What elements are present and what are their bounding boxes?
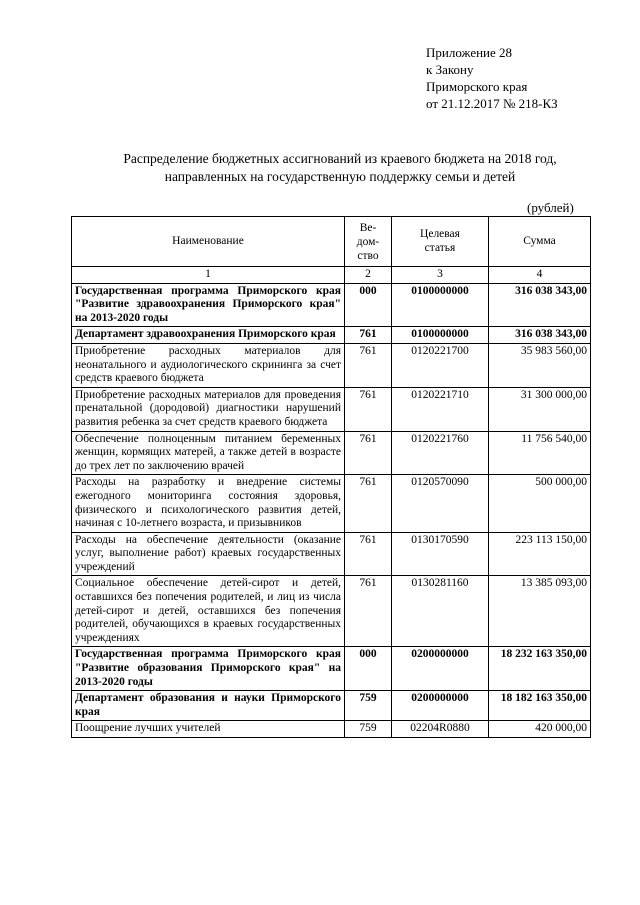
title-line: направленных на государственную поддержку семьи и детей — [164, 169, 516, 184]
header-code-line: Целевая — [420, 227, 460, 240]
row-sum: 223 113 150,00 — [489, 532, 591, 576]
row-department: 761 — [345, 343, 392, 387]
row-sum: 420 000,00 — [489, 721, 591, 738]
row-department: 761 — [345, 576, 392, 647]
row-department: 759 — [345, 721, 392, 738]
row-sum: 316 038 343,00 — [489, 283, 591, 327]
row-name: Департамент образования и науки Приморского края — [72, 691, 345, 721]
row-target-code: 0120221760 — [392, 431, 489, 475]
row-sum: 35 983 560,00 — [489, 343, 591, 387]
row-department: 761 — [345, 327, 392, 344]
row-sum: 31 300 000,00 — [489, 387, 591, 431]
header-name: Наименование — [72, 217, 345, 267]
table-row — [72, 721, 591, 738]
table-header-row — [72, 217, 591, 267]
row-target-code: 02204R0880 — [392, 721, 489, 738]
table-row — [72, 283, 591, 327]
row-name: Расходы на обеспечение деятельности (оказание услуг, выполнение работ) краевых государственных учреждений — [72, 532, 345, 576]
appendix-line: Приложение 28 — [426, 45, 513, 60]
table-row — [72, 343, 591, 387]
row-department: 761 — [345, 387, 392, 431]
table-row — [72, 475, 591, 532]
row-department: 000 — [345, 647, 392, 691]
row-target-code: 0130170590 — [392, 532, 489, 576]
header-department-line: Ве- — [359, 221, 377, 234]
column-number: 2 — [345, 267, 392, 284]
units-label: (рублей) — [527, 200, 574, 215]
header-department-line: ство — [357, 249, 379, 262]
row-name: Приобретение расходных материалов для проведения пренатальной (дородовой) диагностики нарушений развития ребенка за счет средств краевого бюджета — [72, 387, 345, 431]
table-row — [72, 327, 591, 344]
appendix-line: к Закону — [426, 62, 474, 77]
table-row — [72, 431, 591, 475]
title-line: Распределение бюджетных ассигнований из краевого бюджета на 2018 год, — [123, 151, 557, 166]
row-target-code: 0120570090 — [392, 475, 489, 532]
appendix-line: Приморского края — [426, 79, 528, 94]
appendix-line: от 21.12.2017 № 218-КЗ — [426, 96, 558, 111]
row-target-code: 0100000000 — [392, 327, 489, 344]
row-target-code: 0130281160 — [392, 576, 489, 647]
row-target-code: 0200000000 — [392, 691, 489, 721]
column-number: 4 — [489, 267, 591, 284]
row-name: Расходы на разработку и внедрение системы ежегодного мониторинга состояния здоровья, физического и психологического развития детей, начиная с 10-летнего возраста, и призывников — [72, 475, 345, 532]
row-department: 000 — [345, 283, 392, 327]
budget-table — [71, 216, 591, 738]
column-number: 1 — [72, 267, 345, 284]
row-sum: 500 000,00 — [489, 475, 591, 532]
row-sum: 18 232 163 350,00 — [489, 647, 591, 691]
table-row — [72, 647, 591, 691]
header-department — [345, 217, 392, 267]
row-sum: 13 385 093,00 — [489, 576, 591, 647]
row-target-code: 0100000000 — [392, 283, 489, 327]
row-name: Обеспечение полноценным питанием беременных женщин, кормящих матерей, а также детей в возрасте до трех лет по заключению врачей — [72, 431, 345, 475]
row-sum: 18 182 163 350,00 — [489, 691, 591, 721]
column-number-row — [72, 267, 591, 284]
document-title — [60, 150, 620, 186]
table-row — [72, 576, 591, 647]
row-department: 761 — [345, 475, 392, 532]
row-name: Государственная программа Приморского края "Развитие здравоохранения Приморского края" на 2013-2020 годы — [72, 283, 345, 327]
row-department: 761 — [345, 431, 392, 475]
row-target-code: 0120221710 — [392, 387, 489, 431]
row-target-code: 0200000000 — [392, 647, 489, 691]
row-name: Департамент здравоохранения Приморского края — [72, 327, 345, 344]
header-code-line: статья — [424, 241, 456, 254]
row-name: Государственная программа Приморского края "Развитие образования Приморского края" на 2013-2020 годы — [72, 647, 345, 691]
row-department: 759 — [345, 691, 392, 721]
appendix-block — [426, 44, 558, 112]
table-row — [72, 691, 591, 721]
row-department: 761 — [345, 532, 392, 576]
row-target-code: 0120221700 — [392, 343, 489, 387]
header-sum: Сумма — [489, 217, 591, 267]
row-sum: 316 038 343,00 — [489, 327, 591, 344]
row-name: Социальное обеспечение детей-сирот и детей, оставшихся без попечения родителей, и лиц из числа детей-сирот и детей, оставшихся без попечения родителей, обучающихся в краевых государственных учреждениях — [72, 576, 345, 647]
table-row — [72, 387, 591, 431]
row-sum: 11 756 540,00 — [489, 431, 591, 475]
table-row — [72, 532, 591, 576]
column-number: 3 — [392, 267, 489, 284]
row-name: Поощрение лучших учителей — [72, 721, 345, 738]
header-department-line: дом- — [356, 235, 380, 248]
header-target-code — [392, 217, 489, 267]
row-name: Приобретение расходных материалов для неонатального и аудиологического скрининга за счет средств краевого бюджета — [72, 343, 345, 387]
